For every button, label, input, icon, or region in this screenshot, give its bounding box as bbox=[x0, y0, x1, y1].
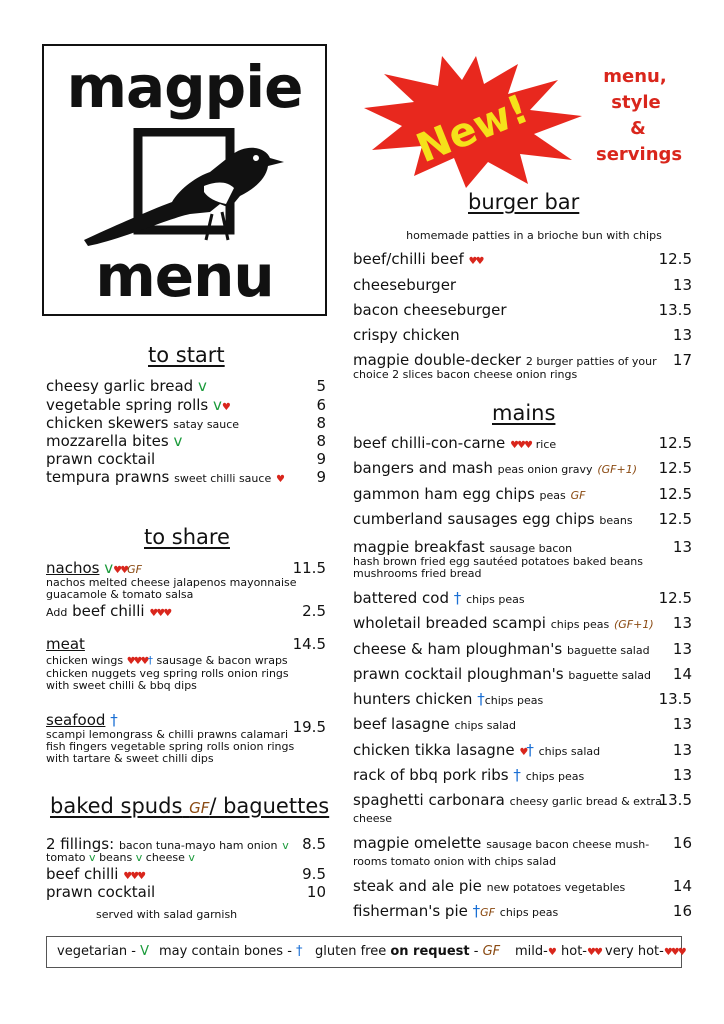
chili-icon: ♥ bbox=[221, 402, 229, 413]
burger-item-2: cheeseburger bbox=[353, 276, 457, 294]
start-price-2: 6 bbox=[316, 396, 326, 414]
start-item-1: cheesy garlic bread v bbox=[46, 377, 207, 395]
nachos-add: Add beef chilli ♥♥♥ bbox=[46, 602, 171, 620]
main-price-14: 13.5 bbox=[658, 791, 692, 809]
meat-price: 14.5 bbox=[292, 635, 326, 653]
start-item-6: tempura prawns sweet chilli sauce ♥ bbox=[46, 468, 283, 486]
start-item-2: vegetable spring rolls v♥ bbox=[46, 396, 229, 414]
main-price-6: 12.5 bbox=[658, 589, 692, 607]
logo-word-menu: menu bbox=[95, 242, 274, 310]
spud-beef-chilli: beef chilli ♥♥♥ bbox=[46, 865, 145, 883]
meat-item: meat bbox=[46, 635, 85, 653]
nachos-item: nachos v♥♥GF bbox=[46, 559, 142, 577]
main-price-17: 16 bbox=[672, 902, 692, 920]
main-price-2: 12.5 bbox=[658, 459, 692, 477]
main-item-13: rack of bbq pork ribs † chips peas bbox=[353, 766, 585, 784]
burger-item-5: magpie double-decker 2 burger patties of your bbox=[353, 351, 657, 369]
fillings-item: 2 fillings: bacon tuna-mayo ham onion v bbox=[46, 835, 289, 853]
burger-price-3: 13.5 bbox=[658, 301, 692, 319]
main-item-3: gammon ham egg chips peas GF bbox=[353, 485, 586, 503]
chili-icon: ♥♥♥ bbox=[149, 608, 171, 619]
chili-icon: ♥♥♥ bbox=[123, 871, 145, 882]
key-hot: hot-♥♥ bbox=[561, 944, 601, 959]
burger-item-3: bacon cheeseburger bbox=[353, 301, 507, 319]
main-item-11: beef lasagne chips salad bbox=[353, 715, 516, 733]
new-starburst-badge bbox=[358, 50, 588, 190]
key-gluten: gluten free on request - GF bbox=[315, 944, 501, 959]
badge-tagline bbox=[560, 64, 683, 168]
main-price-3: 12.5 bbox=[658, 485, 692, 503]
main-item-1: beef chilli-con-carne ♥♥♥ rice bbox=[353, 434, 557, 452]
main-price-13: 13 bbox=[672, 766, 692, 784]
start-price-5: 9 bbox=[316, 450, 326, 468]
spuds-title: baked spuds GF/ baguettes bbox=[50, 794, 330, 818]
burger-price-2: 13 bbox=[672, 276, 692, 294]
main-price-9: 14 bbox=[672, 665, 692, 683]
main-item-16: steak and ale pie new potatoes vegetables bbox=[353, 877, 626, 895]
start-price-6: 9 bbox=[316, 468, 326, 486]
start-price-3: 8 bbox=[316, 414, 326, 432]
main-price-4: 12.5 bbox=[658, 510, 692, 528]
burger-bar-title: burger bar bbox=[468, 190, 580, 214]
main-price-12: 13 bbox=[672, 741, 692, 759]
main-price-1: 12.5 bbox=[658, 434, 692, 452]
burger-item-4: crispy chicken bbox=[353, 326, 460, 344]
spud-beef-chilli-price: 9.5 bbox=[302, 865, 326, 883]
logo-word-magpie: magpie bbox=[66, 53, 303, 121]
served-note: served with salad garnish bbox=[96, 908, 238, 921]
to-share-title: to share bbox=[144, 525, 230, 549]
key-vegetarian: vegetarian - V bbox=[57, 944, 150, 959]
main-price-8: 13 bbox=[672, 640, 692, 658]
burger-price-4: 13 bbox=[672, 326, 692, 344]
omelette-desc: rooms tomato onion with chips salad bbox=[353, 855, 557, 868]
spud-prawn-price: 10 bbox=[306, 883, 326, 901]
seafood-desc: scampi lemongrass & chilli prawns calamari fish fingers vegetable spring rolls onion rings with tartare & sweet chilli dips bbox=[46, 728, 295, 765]
main-item-14: spaghetti carbonara cheesy garlic bread & extra bbox=[353, 791, 662, 809]
main-item-15: magpie omelette sausage bacon cheese mush- bbox=[353, 834, 650, 852]
fillings-price: 8.5 bbox=[302, 835, 326, 853]
chili-icon: ♥♥ bbox=[113, 565, 128, 576]
add-beef-chilli-price: 2.5 bbox=[302, 602, 326, 620]
seafood-item: seafood † bbox=[46, 711, 118, 729]
main-item-2: bangers and mash peas onion gravy (GF+1) bbox=[353, 459, 638, 477]
key-bones: may contain bones - † bbox=[159, 944, 303, 959]
start-price-4: 8 bbox=[316, 432, 326, 450]
tagline-1: menu, bbox=[603, 66, 667, 87]
start-item-3: chicken skewers satay sauce bbox=[46, 414, 240, 432]
main-item-9: prawn cocktail ploughman's baguette salad bbox=[353, 665, 651, 683]
burger-price-1: 12.5 bbox=[658, 250, 692, 268]
start-item-4: mozzarella bites v bbox=[46, 432, 183, 450]
mains-title: mains bbox=[492, 401, 556, 425]
legend-key bbox=[46, 936, 685, 968]
main-price-7: 13 bbox=[672, 614, 692, 632]
seafood-price: 19.5 bbox=[292, 718, 326, 736]
main-price-11: 13 bbox=[672, 715, 692, 733]
key-very-hot: very hot-♥♥♥ bbox=[605, 944, 685, 959]
chili-icon: ♥♥ bbox=[468, 256, 483, 267]
nachos-price: 11.5 bbox=[292, 559, 326, 577]
burger-double-desc: choice 2 slices bacon cheese onion rings bbox=[353, 368, 578, 381]
spud-prawn: prawn cocktail bbox=[46, 883, 156, 901]
main-price-16: 14 bbox=[672, 877, 692, 895]
tagline-2: style bbox=[611, 92, 661, 113]
burger-subtitle: homemade patties in a brioche bun with chips bbox=[406, 229, 662, 242]
new-badge-text: New! bbox=[410, 86, 535, 173]
logo-box bbox=[42, 44, 327, 316]
main-item-5: magpie breakfast sausage bacon bbox=[353, 538, 573, 556]
start-item-5: prawn cocktail bbox=[46, 450, 156, 468]
chili-icon: ♥ bbox=[276, 474, 283, 485]
carbonara-desc: cheese bbox=[353, 812, 393, 825]
burger-item-1: beef/chilli beef ♥♥ bbox=[353, 250, 483, 268]
bone-icon: † bbox=[110, 711, 118, 729]
nachos-desc: nachos melted cheese jalapenos mayonnaise guacamole & tomato salsa bbox=[46, 576, 297, 601]
burger-price-5: 17 bbox=[672, 351, 692, 369]
main-item-8: cheese & ham ploughman's baguette salad bbox=[353, 640, 650, 658]
main-price-10: 13.5 bbox=[658, 690, 692, 708]
main-price-5: 13 bbox=[672, 538, 692, 556]
main-item-4: cumberland sausages egg chips beans bbox=[353, 510, 633, 528]
main-item-6: battered cod † chips peas bbox=[353, 589, 525, 607]
key-mild: mild-♥ bbox=[515, 944, 555, 959]
main-item-17: fisherman's pie †GF chips peas bbox=[353, 902, 559, 920]
breakfast-desc: hash brown fried egg sautéed potatoes baked beans mushrooms fried bread bbox=[353, 555, 644, 580]
to-start-title: to start bbox=[148, 343, 225, 367]
start-price-1: 5 bbox=[316, 377, 326, 395]
meat-desc: chicken wings ♥♥♥† sausage & bacon wraps chicken nuggets veg spring rolls onion rings with sweet chilli & bbq dips bbox=[46, 654, 289, 692]
main-price-15: 16 bbox=[672, 834, 692, 852]
tagline-3: & servings bbox=[596, 118, 683, 165]
fillings-desc: tomato v beans v cheese v bbox=[46, 851, 195, 864]
main-item-12: chicken tikka lasagne ♥† chips salad bbox=[353, 741, 601, 759]
main-item-10: hunters chicken †chips peas bbox=[353, 690, 544, 708]
main-item-7: wholetail breaded scampi chips peas (GF+1) bbox=[353, 614, 654, 632]
